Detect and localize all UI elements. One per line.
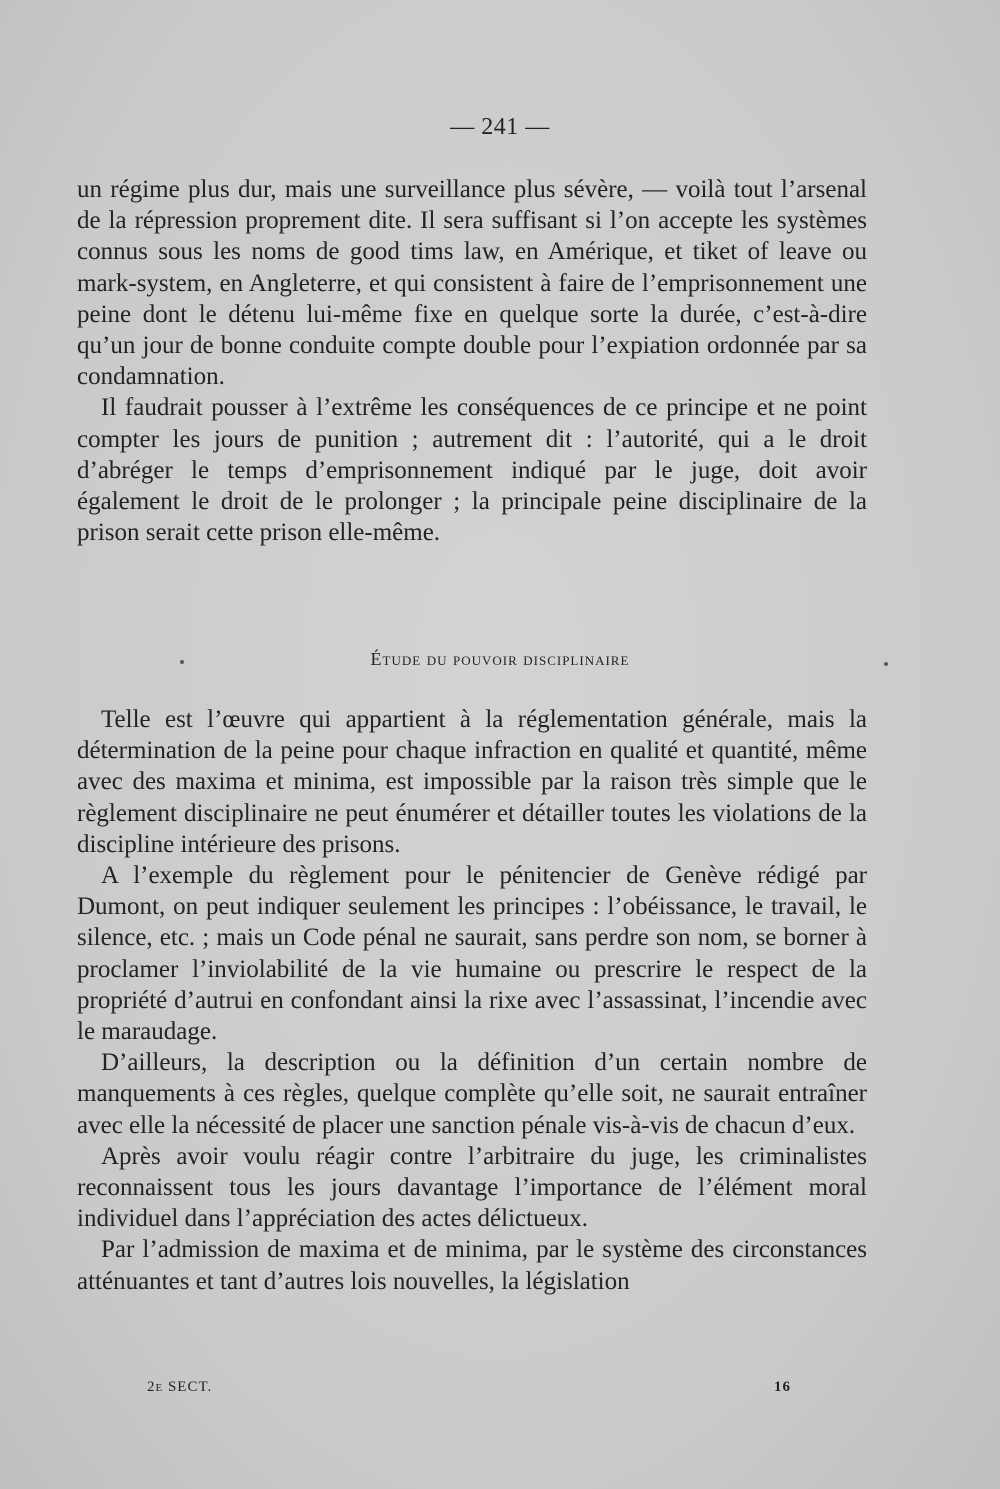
paragraph: un régime plus dur, mais une surveillance plus sévère, — voilà tout l’arsenal de la répression proprement dite. Il sera suffisant si l’on accepte les systèmes connus sous les noms de good tims law, en Amérique, et tiket of leave ou mark-system, en Angleterre, et qui consistent à faire de l’emprisonnement une peine dont le détenu lui-même fixe en quelque sorte la durée, c’est-à-dire qu’un jour de bonne conduite compte double pour l’expiation ordonnée par sa condamnation. xyxy=(77,176,867,391)
paragraph: D’ailleurs, la description ou la définition d’un certain nombre de manquements à ces règles, quelque complète qu’elle soit, ne saurait entraîner avec elle la nécessité de placer une sanction pénale vis-à-vis de chacun d’eux. xyxy=(77,1049,867,1139)
paragraph: Après avoir voulu réagir contre l’arbitraire du juge, les criminalistes reconnaissent tous les jours davantage l’importance de l’élément moral individuel dans l’appréciation des actes délictueux. xyxy=(77,1142,867,1233)
paragraph: Par l’admission de maxima et de minima, par le système des circonstances atténuantes et tant d’autres lois nouvelles, la législation xyxy=(77,1236,867,1295)
paragraph: Il faudrait pousser à l’extrême les conséquences de ce principe et ne point compter les jours de punition ; autrement dit : l’autorité, qui a le droit d’abréger le temps d’emprisonnement indiqué par le juge, doit avoir également le droit de le prolonger ; la principale peine disciplinaire de la prison serait cette prison elle-même. xyxy=(77,394,867,547)
text-block-top xyxy=(77,174,867,548)
sheet-number: 16 xyxy=(774,1379,791,1395)
printing-dot xyxy=(180,660,184,664)
section-heading: Étude du pouvoir disciplinaire xyxy=(370,649,630,669)
paragraph: A l’exemple du règlement pour le pénitencier de Genève rédigé par Dumont, on peut indiquer seulement les principes : l’obéissance, le travail, le silence, etc. ; mais un Code pénal ne saurait, sans perdre son nom, se borner à proclamer l’inviolabilité de la vie humaine ou prescrire le respect de la propriété d’autrui en confondant ainsi la rixe avec l’assassinat, l’incendie avec le maraudage. xyxy=(77,862,867,1046)
printing-dot xyxy=(884,662,888,666)
paragraph: Telle est l’œuvre qui appartient à la réglementation générale, mais la détermination de la peine pour chaque infraction en qualité et quantité, même avec des maxima et minima, est impossible par la raison très simple que le règlement disciplinaire ne peut énumérer et détailler toutes les violations de la discipline intérieure des prisons. xyxy=(77,706,867,858)
signature-mark: 2e SECT. xyxy=(147,1379,213,1395)
page-number: — 241 — xyxy=(450,114,550,140)
text-block-bottom xyxy=(77,704,867,1297)
